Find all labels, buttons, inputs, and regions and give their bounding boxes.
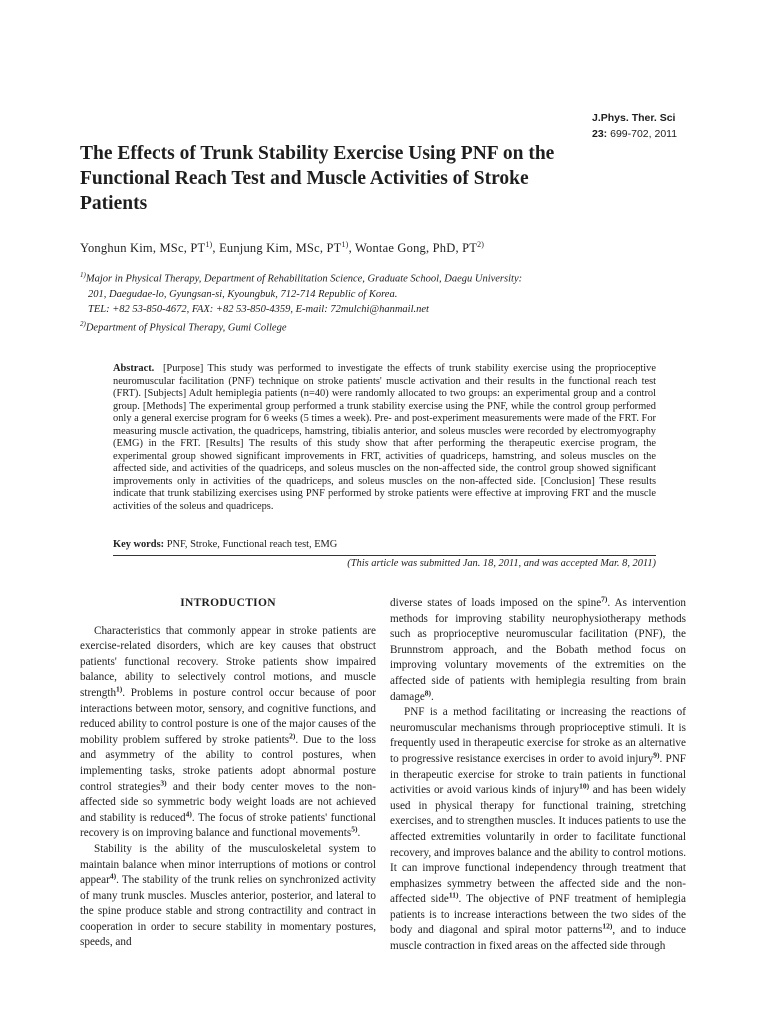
author-name: Yonghun Kim, MSc, PT xyxy=(80,241,206,256)
body-paragraph: PNF is a method facilitating or increasing the reactions of neuromuscular mechanisms through proprioceptive stimuli. It is frequently used in therapeutic exercise for stroke as an alternative to progressive resistance exercises in order to avoid injury$^{9)}$. PNF in therapeutic exercise for stroke to train patients in functional activities or avoid various kinds of injury$^{10)}$ and has been widely used in physical therapy for functional training, stretching exercises, and to strengthen muscles. It induces patients to use the affected extremities voluntarily in order to facilitate functional recovery, and improves balance and the ability to control motions. It can improve functional independency through treatment that emphasizes symmetry between the affected side and the non-affected side$^{11)}$. The objective of PNF treatment of hemiplegia patients is to increase interactions between the two sides of the body and diagonal and spiral motor patterns$^{12)}$, and to induce muscle contraction in fixed areas on the affected side through xyxy=(390,706,687,953)
citation-ref: 12) xyxy=(602,921,613,931)
author-affil-mark: 2) xyxy=(477,240,485,249)
author-affil-mark: 1) xyxy=(205,240,213,249)
journal-name: J.Phys. Ther. Sci xyxy=(592,112,676,124)
column-left xyxy=(80,596,376,951)
citation-ref: 2) xyxy=(289,731,296,741)
section-heading: INTRODUCTION xyxy=(180,597,276,609)
affiliation-address: 201, Daegudae-lo, Gyungsan-si, Kyoungbuk, 712-714 Republic of Korea. xyxy=(88,288,398,300)
abstract xyxy=(113,363,656,513)
citation-ref: 5) xyxy=(351,824,358,834)
affiliation-line xyxy=(80,317,600,336)
journal-volume-line xyxy=(592,126,762,142)
affiliation-mark: 1) xyxy=(80,271,86,279)
abstract-text: [Purpose] This study was performed to investigate the effects of trunk stability exercise using the proprioceptive neuromuscular facilitation (PNF) technique on stroke patients' muscle activation and their results in the functional reach test (FRT). [Subjects] Adult hemiplegia patients (n=40) were randomly allocated to two groups: an experimental group and a control group. [Methods] The experimental group performed a trunk stability exercise using the PNF, while the control group performed only a general exercise program for 6 weeks (5 times a week). Pre- and post-experiment measurements were made of the FRT. For measuring muscle activation, the quadriceps, hamstring, tibialis anterior, and soleus muscles were recorded by electromyography (EMG) in the FRT. [Results] The results of this study show that after performing the therapeutic exercise program, the experimental group showed significant improvements in FRT, activities of quadriceps, hamstring, and soleus muscles on the affected side, and activities of the quadriceps, and soleus muscles on the non-affected side, the control group showed significant improvements only in activities of the quadriceps, and soleus muscles on the non-affected side. [Conclusion] These results indicate that trunk stabilizing exercises using PNF performed by stroke patients were effective at improving FRT and the muscle activities of the soleus and quadriceps. xyxy=(113,363,656,512)
affiliations xyxy=(80,268,600,335)
citation-ref: 4) xyxy=(109,871,117,881)
abstract-label: Abstract. xyxy=(113,363,155,374)
keywords-text: PNF, Stroke, Functional reach test, EMG xyxy=(166,539,338,550)
author-list: Yonghun Kim, MSc, PT$^{1)}$, Eunjung Kim, MSc, PT$^{1)}$, Wontae Gong, PhD, PT$^{2)}$ xyxy=(80,240,485,256)
citation-ref: 7) xyxy=(601,594,608,604)
divider xyxy=(113,555,656,556)
keywords-label: Key words: xyxy=(113,539,165,550)
citation-ref: 4) xyxy=(185,808,192,818)
paper-title: The Effects of Trunk Stability Exercise Using PNF on the Functional Reach Test and Muscle Activities of Stroke Patients xyxy=(80,143,555,214)
citation-ref: 8) xyxy=(424,687,432,697)
author-affil-mark: 1) xyxy=(341,240,349,249)
journal-pages: 699-702, 2011 xyxy=(610,128,678,140)
author-name: Wontae Gong, PhD, PT xyxy=(355,241,478,256)
body-paragraph: Characteristics that commonly appear in stroke patients are exercise-related disorders, which are key causes that obstruct patients' functional recovery. Stroke patients show impaired balance, ability to selectively control motions, and muscle strength$^{1)}$. Problems in posture control occur because of poor interactions between motor, sensory, and cognitive functions, and reduced ability to control posture is one of the major causes of the mobility problem suffered by stroke patients$^{2)}$. Due to the loss and asymmetry of the ability to control postures, when implementing tasks, stroke patients adopt abnormal posture control strategies$^{3)}$ and their body center moves to the non-affected side so symmetric body weight loads are not achieved and stability is reduced$^{4)}$. The focus of stroke patients' functional recovery is on improving balance and functional movements$^{5)}$. xyxy=(80,624,376,840)
keywords xyxy=(113,539,656,550)
citation-ref: 3) xyxy=(160,777,167,787)
journal-volume: 23: xyxy=(592,128,608,140)
affiliation-contact: TEL: +82 53-850-4672, FAX: +82 53-850-4359, E-mail: 72mulchi@hanmail.net xyxy=(88,303,429,315)
affiliation-mark: 2) xyxy=(80,319,86,328)
citation-ref: 11) xyxy=(448,890,459,900)
column-right xyxy=(390,596,686,955)
citation-ref: 9) xyxy=(653,750,660,760)
affiliation-line xyxy=(80,268,600,287)
body-paragraph: diverse states of loads imposed on the spine$^{7)}$. As intervention methods for improving stability neurophysiotherapy methods such as proprioceptive neuromuscular facilitation (PNF), the Brunnstrom approach, and the Bobath method focus on improving voluntary movements of the extremities on the affected side of patients with hemiplegia resulting from brain damage$^{8)}$. xyxy=(390,594,687,703)
journal-citation xyxy=(592,110,762,142)
author-name: Eunjung Kim, MSc, PT xyxy=(219,241,342,256)
submission-note: (This article was submitted Jan. 18, 2011, and was accepted Mar. 8, 2011) xyxy=(347,558,656,569)
affiliation-text: Department of Physical Therapy, Gumi College xyxy=(85,322,287,333)
citation-ref: 10) xyxy=(579,781,590,791)
affiliation-text: Major in Physical Therapy, Department of Rehabilitation Science, Graduate School, Daegu University: xyxy=(85,273,523,285)
citation-ref: 1) xyxy=(116,684,123,694)
body-paragraph: Stability is the ability of the musculoskeletal system to maintain balance when minor interruptions of motions or control appear$^{4)}$. The stability of the trunk relies on synchronized activity of many trunk muscles. Muscles anterior, posterior, and lateral to the spine produce stable and strong contractility and contract in cooperation in order to secure stability in momentary postures, speeds, and xyxy=(80,842,376,949)
